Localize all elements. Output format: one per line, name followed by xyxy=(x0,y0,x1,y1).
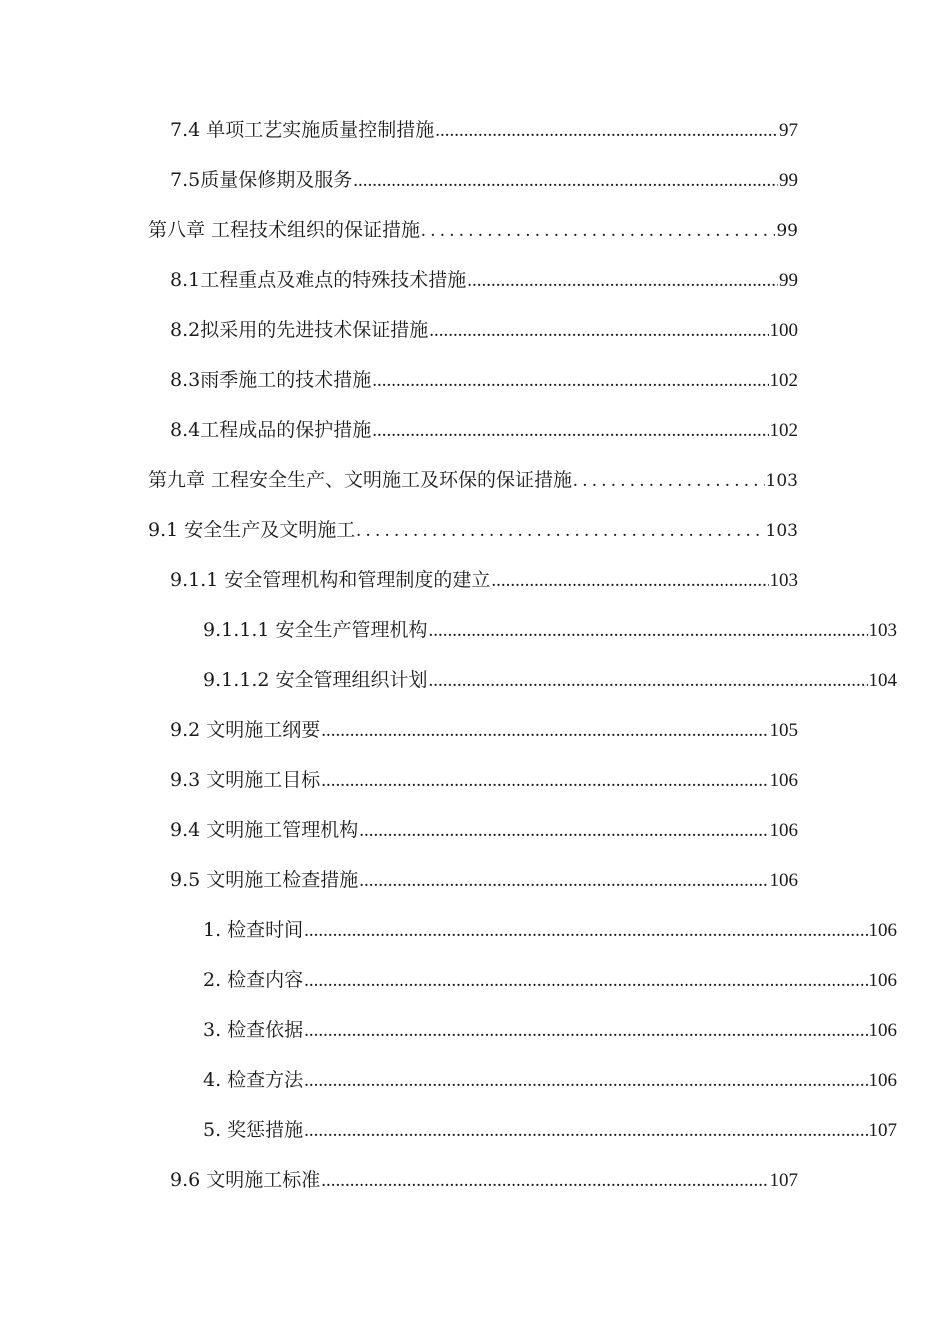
toc-page-number: 106 xyxy=(868,1070,897,1091)
toc-page-number: 99 xyxy=(779,170,798,191)
toc-leader xyxy=(467,267,778,295)
toc-entry-8-4[interactable] xyxy=(170,416,798,444)
toc-entry-title: 1. 检查时间 xyxy=(203,919,304,941)
toc-entry-9-1-1-1[interactable] xyxy=(203,616,897,644)
toc-entry-title: 7.4 单项工艺实施质量控制措施 xyxy=(170,119,435,141)
toc-entry-title: 4. 检查方法 xyxy=(203,1069,304,1091)
toc-leader xyxy=(304,1117,867,1145)
toc-page-number: 106 xyxy=(769,770,798,791)
toc-entry-title: 7.5质量保修期及服务 xyxy=(170,169,353,191)
toc-entry-title: 第九章 工程安全生产、文明施工及环保的保证措施 xyxy=(148,469,573,491)
toc-page-number: 106 xyxy=(868,970,897,991)
toc-leader xyxy=(435,117,778,145)
toc-entry-title: 9.1 安全生产及文明施工 xyxy=(148,519,356,541)
toc-entry-title: 3. 检查依据 xyxy=(203,1019,304,1041)
toc-entry-item-2[interactable] xyxy=(203,966,897,994)
toc-page-number: 106 xyxy=(868,920,897,941)
toc-entry-title: 9.1.1.1 安全生产管理机构 xyxy=(203,619,428,641)
toc-page-number: 97 xyxy=(779,120,798,141)
toc-entry-title: 9.2 文明施工纲要 xyxy=(170,719,321,741)
toc-entry-title: 8.2拟采用的先进技术保证措施 xyxy=(170,319,429,341)
toc-page-number: 102 xyxy=(769,370,798,391)
toc-leader xyxy=(372,367,768,395)
toc-entry-title: 9.6 文明施工标准 xyxy=(170,1169,321,1191)
toc-leader xyxy=(356,517,764,545)
toc-entry-title: 9.1.1.2 安全管理组织计划 xyxy=(203,669,428,691)
toc-leader xyxy=(359,817,768,845)
toc-page-number: 107 xyxy=(868,1120,897,1141)
toc-page-number: 102 xyxy=(769,420,798,441)
toc-leader xyxy=(304,1067,867,1095)
toc-entry-chapter-8[interactable] xyxy=(148,216,798,244)
toc-entry-item-1[interactable] xyxy=(203,916,897,944)
toc-page-number: 106 xyxy=(868,1020,897,1041)
toc-entry-9-3[interactable] xyxy=(170,766,798,794)
toc-leader xyxy=(491,567,768,595)
toc-entry-9-5[interactable] xyxy=(170,866,798,894)
toc-page-number: 106 xyxy=(769,870,798,891)
toc-entry-9-2[interactable] xyxy=(170,716,798,744)
toc-entry-chapter-9[interactable] xyxy=(148,466,798,494)
toc-leader xyxy=(353,167,778,195)
toc-entry-8-2[interactable] xyxy=(170,316,798,344)
toc-entry-item-5[interactable] xyxy=(203,1116,897,1144)
toc-entry-8-1[interactable] xyxy=(170,266,798,294)
toc-page-number: 104 xyxy=(868,670,897,691)
toc-leader xyxy=(359,867,768,895)
toc-entry-8-3[interactable] xyxy=(170,366,798,394)
toc-leader xyxy=(304,1017,867,1045)
toc-entry-9-1-1[interactable] xyxy=(170,566,798,594)
toc-entry-title: 9.1.1 安全管理机构和管理制度的建立 xyxy=(170,569,491,591)
toc-entry-title: 5. 奖惩措施 xyxy=(203,1119,304,1141)
toc-page-number: 107 xyxy=(769,1170,798,1191)
toc-entry-title: 8.4工程成品的保护措施 xyxy=(170,419,372,441)
toc-entry-title: 9.3 文明施工目标 xyxy=(170,769,321,791)
toc-leader xyxy=(321,1167,768,1195)
toc-entry-9-6[interactable] xyxy=(170,1166,798,1194)
toc-leader xyxy=(372,417,768,445)
toc-leader xyxy=(421,217,775,245)
toc-leader xyxy=(429,617,868,645)
toc-entry-9-4[interactable] xyxy=(170,816,798,844)
toc-page-number: 100 xyxy=(769,320,798,341)
toc-entry-title: 8.1工程重点及难点的特殊技术措施 xyxy=(170,269,467,291)
toc-entry-title: 第八章 工程技术组织的保证措施 xyxy=(148,219,421,241)
toc-entry-title: 9.4 文明施工管理机构 xyxy=(170,819,359,841)
toc-entry-title: 8.3雨季施工的技术措施 xyxy=(170,369,372,391)
toc-entry-7-5[interactable] xyxy=(170,166,798,194)
toc-page-number: 103 xyxy=(765,471,798,491)
toc-entry-9-1[interactable] xyxy=(148,516,798,544)
toc-leader xyxy=(573,467,765,495)
toc-leader xyxy=(429,317,768,345)
toc-page-number: 106 xyxy=(769,820,798,841)
toc-entry-title: 9.5 文明施工检查措施 xyxy=(170,869,359,891)
toc-entry-item-4[interactable] xyxy=(203,1066,897,1094)
toc-page-number: 99 xyxy=(779,270,798,291)
toc-page-number: 103 xyxy=(765,521,798,541)
toc-entry-9-1-1-2[interactable] xyxy=(203,666,897,694)
toc-leader xyxy=(304,917,867,945)
toc-entry-item-3[interactable] xyxy=(203,1016,897,1044)
toc-page-number: 103 xyxy=(868,620,897,641)
toc-entry-title: 2. 检查内容 xyxy=(203,969,304,991)
toc-page-number: 99 xyxy=(776,221,798,241)
toc-page-number: 103 xyxy=(769,570,798,591)
toc-leader xyxy=(321,767,768,795)
toc-leader xyxy=(429,667,868,695)
toc-leader xyxy=(304,967,867,995)
toc-page-number: 105 xyxy=(769,720,798,741)
toc-entry-7-4[interactable] xyxy=(170,116,798,144)
toc-leader xyxy=(321,717,768,745)
